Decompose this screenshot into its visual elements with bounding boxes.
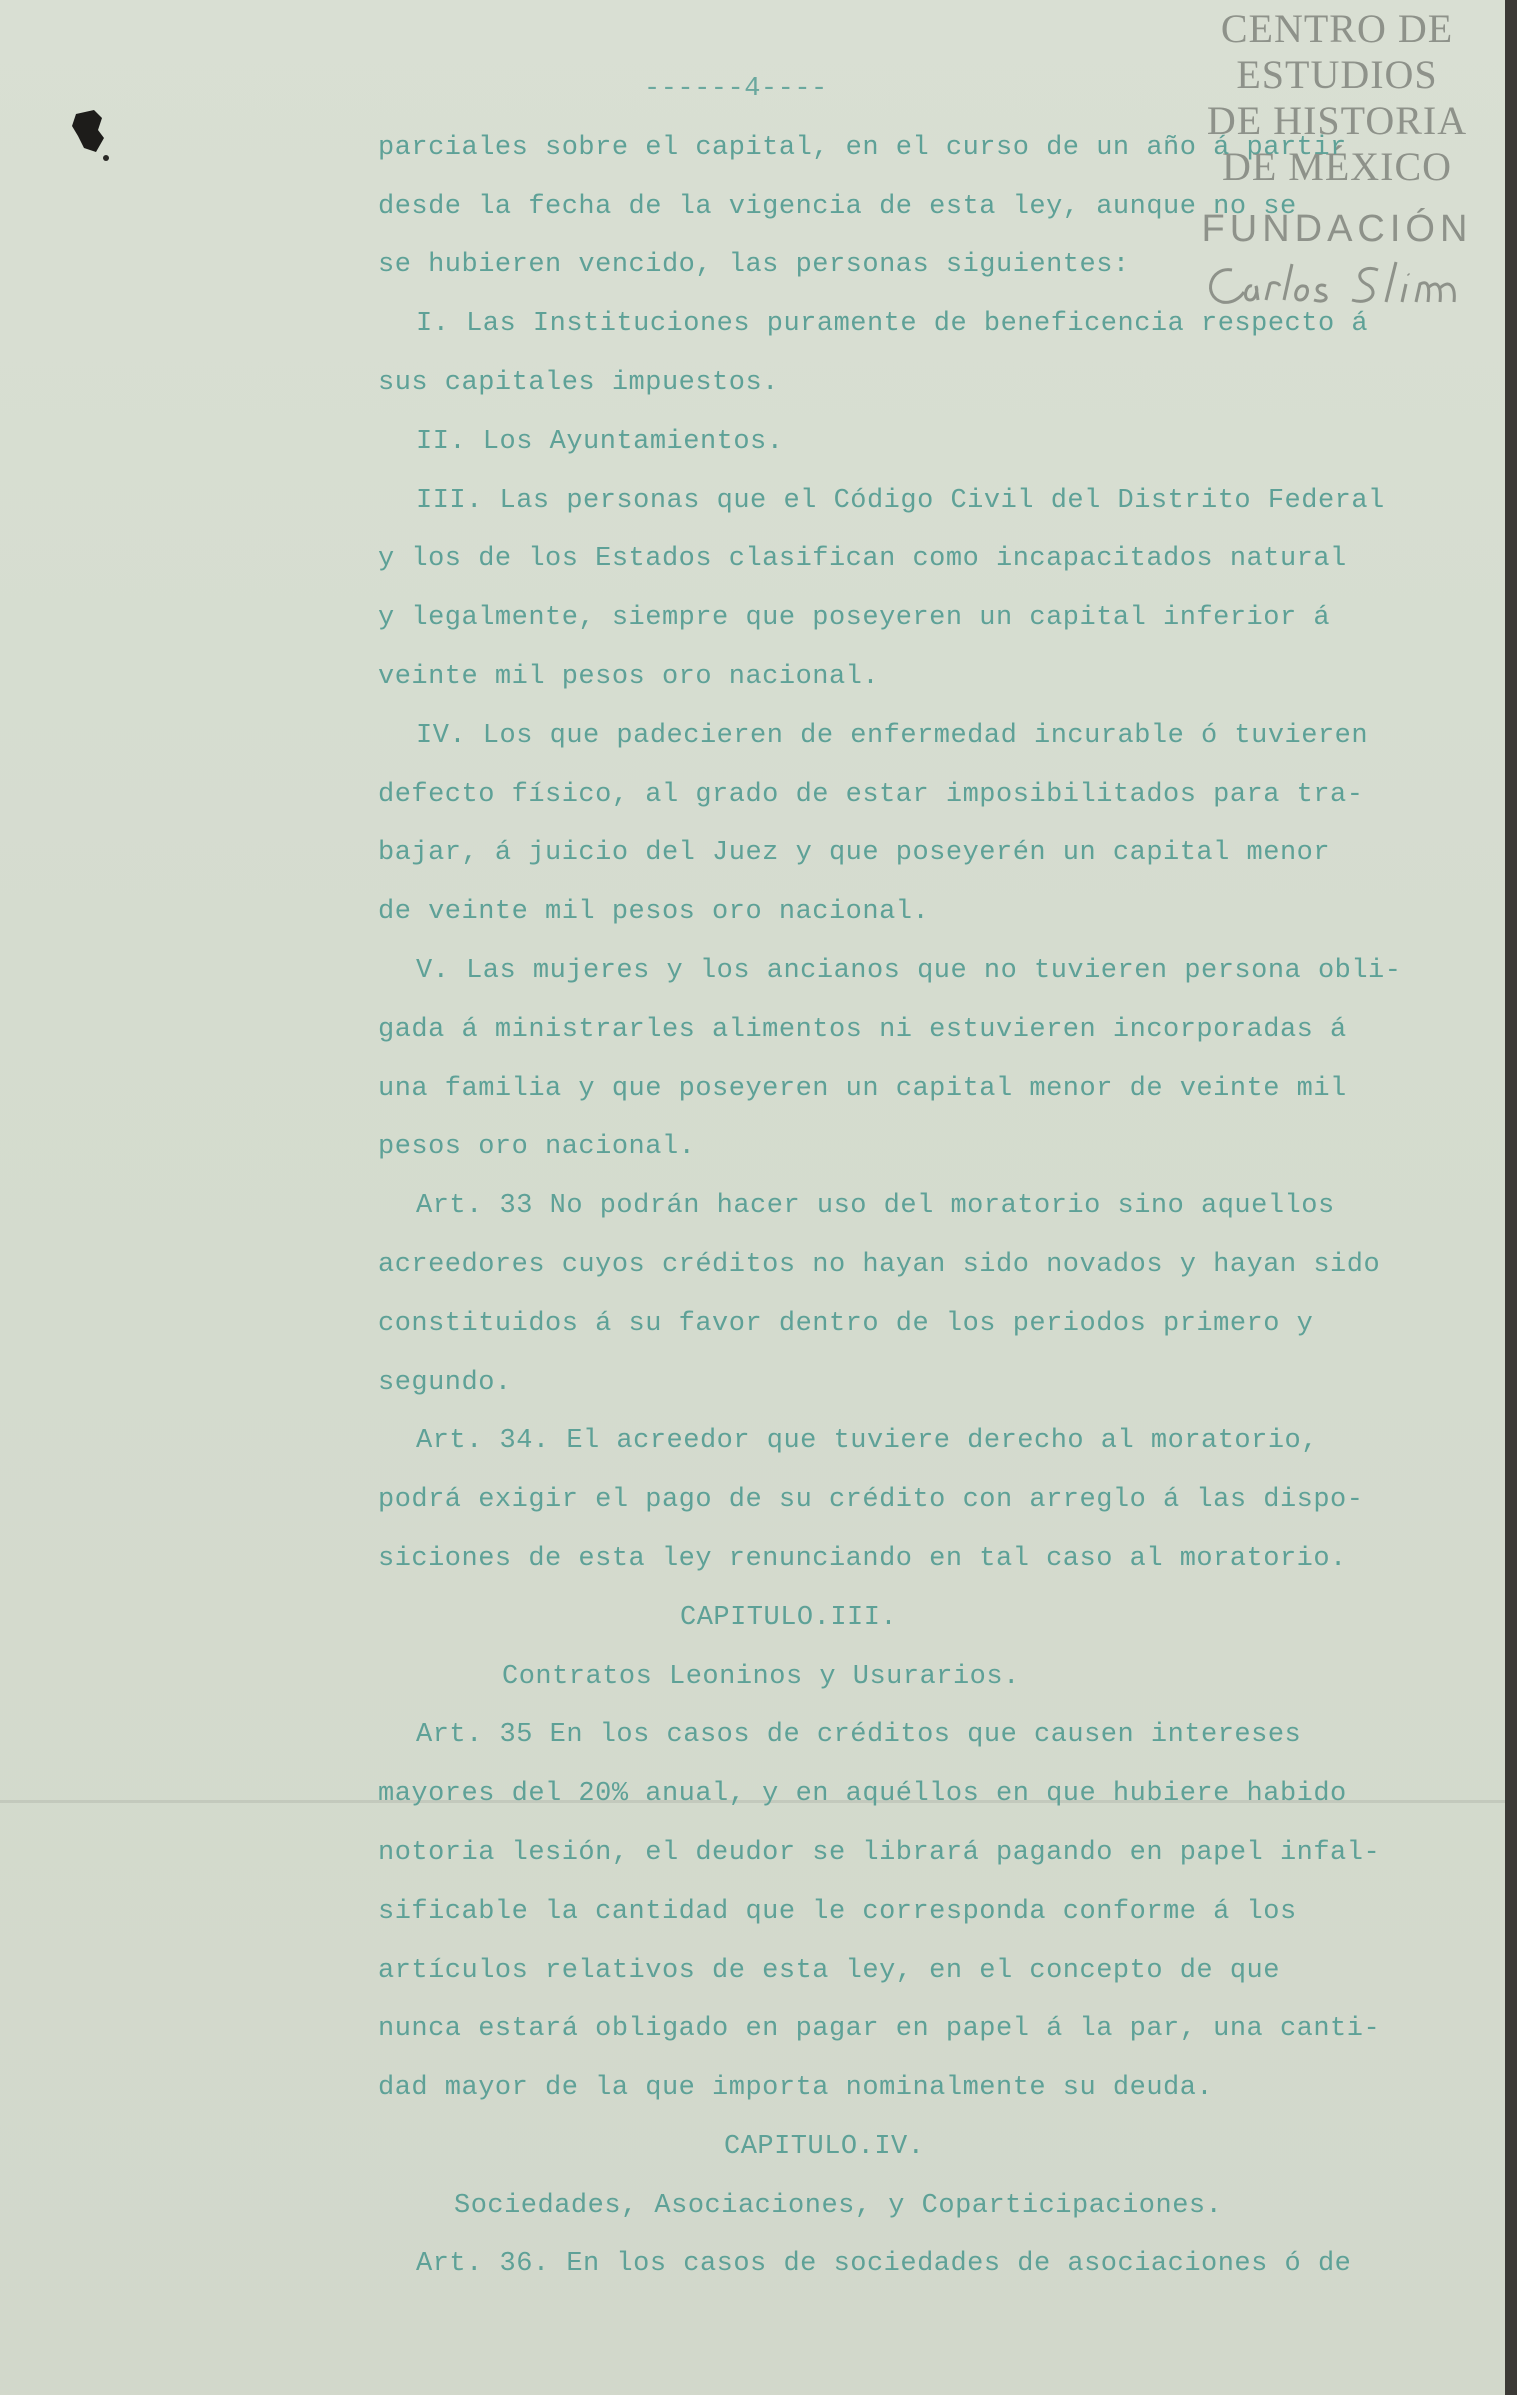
text-line: veinte mil pesos oro nacional. (378, 661, 880, 692)
text-line: artículos relativos de esta ley, en el concepto de que (378, 1955, 1280, 1986)
text-line: siciones de esta ley renunciando en tal caso al moratorio. (378, 1543, 1347, 1574)
text-line: Art. 35 En los casos de créditos que causen intereses (416, 1720, 1302, 1751)
text-line: se hubieren vencido, las personas siguientes: (378, 250, 1130, 281)
text-line: V. Las mujeres y los ancianos que no tuvieren persona obli- (416, 955, 1402, 986)
text-line: sificable la cantidad que le corresponda conforme á los (378, 1896, 1297, 1927)
text-line: III. Las personas que el Código Civil del Distrito Federal (416, 485, 1385, 516)
text-line: gada á ministrarles alimentos ni estuvieren incorporadas á (378, 1014, 1347, 1045)
text-line: parciales sobre el capital, en el curso de un año á partir (378, 132, 1347, 163)
section-title: Contratos Leoninos y Usurarios. (502, 1661, 1020, 1692)
text-line: segundo. (378, 1367, 512, 1398)
text-line: dad mayor de la que importa nominalmente su deuda. (378, 2073, 1214, 2104)
text-line: podrá exigir el pago de su crédito con arreglo á las dispo- (378, 1485, 1364, 1516)
text-line: y los de los Estados clasifican como incapacitados natural (378, 544, 1347, 575)
text-line: Art. 34. El acreedor que tuviere derecho al moratorio, (416, 1426, 1318, 1457)
text-line: Art. 36. En los casos de sociedades de asociaciones ó de (416, 2249, 1352, 2280)
watermark-line-2: ESTUDIOS (1236, 52, 1438, 97)
text-line: una familia y que poseyeren un capital menor de veinte mil (378, 1073, 1347, 1104)
watermark-line-1: CENTRO DE (1220, 6, 1454, 51)
text-line: notoria lesión, el deudor se librará pagando en papel infal- (378, 1837, 1381, 1868)
text-line: sus capitales impuestos. (378, 367, 779, 398)
text-line: pesos oro nacional. (378, 1132, 696, 1163)
text-line: IV. Los que padecieren de enfermedad incurable ó tuvieren (416, 720, 1369, 751)
text-line: constituidos á su favor dentro de los periodos primero y (378, 1308, 1314, 1339)
text-line: defecto físico, al grado de estar imposibilitados para tra- (378, 779, 1364, 810)
text-line: nunca estará obligado en pagar en papel á la par, una canti- (378, 2014, 1381, 2045)
chapter-heading: CAPITULO.IV. (724, 2131, 925, 2162)
watermark-line-3: DE HISTORIA (1206, 98, 1468, 143)
chapter-heading: CAPITULO.III. (680, 1602, 898, 1633)
watermark-line-4: DE MÉXICO (1221, 144, 1453, 189)
text-line: y legalmente, siempre que poseyeren un capital inferior á (378, 603, 1331, 634)
text-line: acreedores cuyos créditos no hayan sido novados y hayan sido (378, 1249, 1381, 1280)
text-line: II. Los Ayuntamientos. (416, 426, 784, 457)
ink-blot-mark (68, 108, 112, 164)
text-line: mayores del 20% anual, y en aquéllos en que hubiere habido (378, 1779, 1347, 1810)
text-line: de veinte mil pesos oro nacional. (378, 897, 930, 928)
typed-text (378, 60, 1478, 2294)
text-line: I. Las Instituciones puramente de beneficencia respecto á (416, 309, 1369, 340)
watermark-fundacion: FUNDACIÓN (1201, 208, 1473, 250)
text-line: desde la fecha de la vigencia de esta ley, aunque no se (378, 191, 1297, 222)
section-title: Sociedades, Asociaciones, y Coparticipaciones. (454, 2190, 1223, 2221)
text-line: bajar, á juicio del Juez y que poseyerén un capital menor (378, 838, 1331, 869)
page-number: ------4---- (644, 74, 828, 104)
text-line: Art. 33 No podrán hacer uso del moratorio sino aquellos (416, 1191, 1335, 1222)
